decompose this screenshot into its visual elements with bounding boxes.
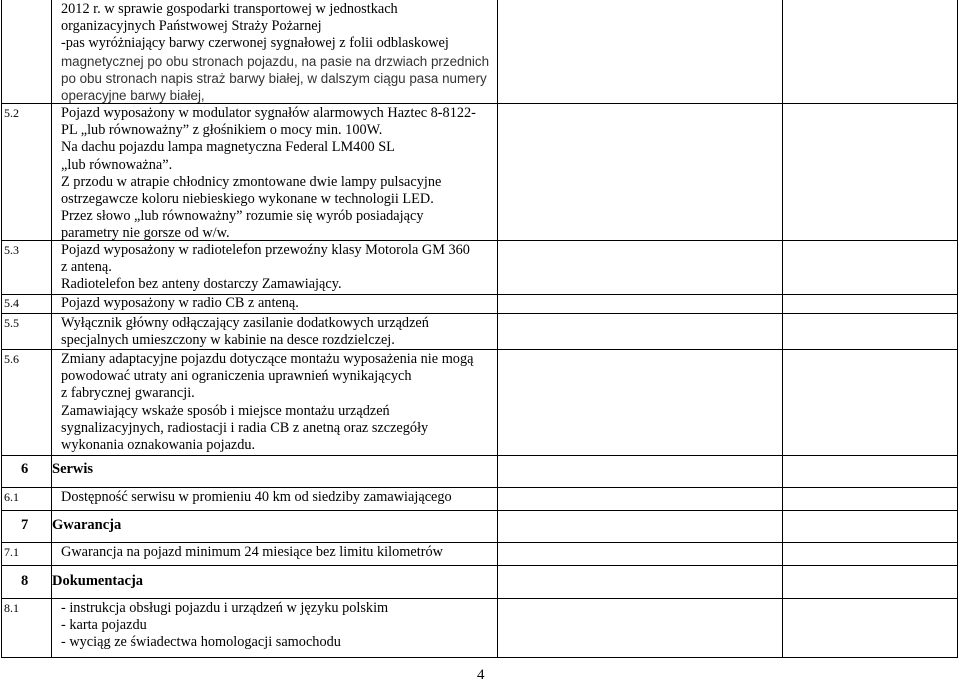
row-divider	[1, 487, 958, 488]
text-line: Zamawiający wskaże sposób i miejsce montażu urządzeń	[61, 402, 390, 419]
row-text	[61, 105, 476, 243]
text-line: z anteną.	[61, 259, 112, 276]
row-divider	[1, 510, 958, 511]
text-line: sygnalizacyjnych, radiostacji i radia CB z anetną oraz szczegóły	[61, 419, 429, 436]
section-title: Gwarancja	[52, 517, 122, 533]
row-text	[61, 544, 443, 561]
table-border-right	[957, 0, 958, 658]
row-number: 5.2	[4, 106, 19, 120]
text-line: parametry nie gorsze od w/w.	[61, 225, 230, 242]
table-border-bottom	[1, 657, 958, 658]
row-text	[61, 242, 470, 294]
text-line: „lub równoważna”.	[61, 156, 173, 173]
text-line: Zmiany adaptacyjne pojazdu dotyczące montażu wyposażenia nie mogą	[61, 351, 474, 367]
text-line: - instrukcja obsługi pojazdu i urządzeń w języku polskim	[61, 600, 389, 616]
row-divider	[1, 598, 958, 599]
table-column-divider-3	[782, 0, 783, 658]
table-border-left	[1, 0, 2, 658]
text-line: Radiotelefon bez anteny dostarczy Zamawiający.	[61, 276, 342, 293]
text-line: Wyłącznik główny odłączający zasilanie dodatkowych urządzeń	[61, 315, 429, 331]
row-number: 5.4	[4, 296, 19, 310]
text-line: -pas wyróżniający barwy czerwonej sygnałowej z folii odblaskowej	[61, 35, 449, 52]
row-divider	[1, 313, 958, 314]
section-title: Serwis	[52, 461, 94, 477]
row-text	[61, 489, 452, 506]
text-line: specjalnych umieszczony w kabinie na desce rozdzielczej.	[61, 332, 395, 349]
row-number: 5.3	[4, 243, 19, 257]
text-line: Pojazd wyposażony w radiotelefon przewoźny klasy Motorola GM 360	[61, 242, 470, 258]
page-number: 4	[477, 667, 485, 683]
text-line: PL „lub równoważny” z głośnikiem o mocy min. 100W.	[61, 122, 383, 139]
text-line: powodować utraty ani ograniczenia uprawnień wynikających	[61, 368, 412, 385]
text-line: - wyciąg ze świadectwa homologacji samochodu	[61, 634, 341, 651]
row-divider	[1, 542, 958, 543]
text-line: Gwarancja na pojazd minimum 24 miesiące bez limitu kilometrów	[61, 544, 443, 560]
row-text	[61, 351, 473, 454]
row-number: 5.5	[4, 316, 19, 330]
text-line: organizacyjnych Państwowej Straży Pożarnej	[61, 18, 322, 35]
text-line: operacyjne barwy białej,	[61, 88, 205, 104]
text-line: Dostępność serwisu w promieniu 40 km od siedziby zamawiającego	[61, 489, 452, 505]
section-number: 6	[21, 461, 29, 477]
row-number: 7.1	[4, 545, 19, 559]
row-text	[61, 600, 388, 652]
text-line: ostrzegawcze koloru niebieskiego wykonane w technologii LED.	[61, 191, 434, 208]
row-text	[61, 295, 299, 312]
section-title: Dokumentacja	[52, 573, 144, 589]
text-line: Pojazd wyposażony w modulator sygnałów alarmowych Haztec 8-8122-	[61, 105, 476, 121]
text-line: wykonania oznakowania pojazdu.	[61, 437, 256, 454]
row-continuation-text	[61, 1, 489, 104]
table-column-divider-2	[497, 0, 498, 658]
section-number: 8	[21, 573, 29, 589]
text-line: Pojazd wyposażony w radio CB z anteną.	[61, 295, 299, 311]
text-line: Na dachu pojazdu lampa magnetyczna Federal LM400 SL	[61, 139, 395, 156]
row-divider	[1, 455, 958, 456]
row-divider	[1, 565, 958, 566]
text-line: - karta pojazdu	[61, 617, 147, 634]
text-line: Przez słowo „lub równoważny” rozumie się wyrób posiadający	[61, 208, 424, 225]
row-number: 8.1	[4, 601, 19, 615]
table-column-divider-1	[51, 0, 52, 658]
text-line: magnetycznej po obu stronach pojazdu, na pasie na drzwiach przednich	[61, 53, 490, 69]
text-line: Z przodu w atrapie chłodnicy zmontowane dwie lampy pulsacyjne	[61, 173, 442, 190]
row-number: 6.1	[4, 490, 19, 504]
text-line: 2012 r. w sprawie gospodarki transportowej w jednostkach	[61, 1, 398, 17]
row-text	[61, 315, 429, 349]
row-number: 5.6	[4, 352, 19, 366]
text-line: z fabrycznej gwarancji.	[61, 385, 195, 402]
section-number: 7	[21, 517, 29, 533]
text-line: po obu stronach napis straż barwy białej, w dalszym ciągu pasa numery	[61, 70, 487, 86]
